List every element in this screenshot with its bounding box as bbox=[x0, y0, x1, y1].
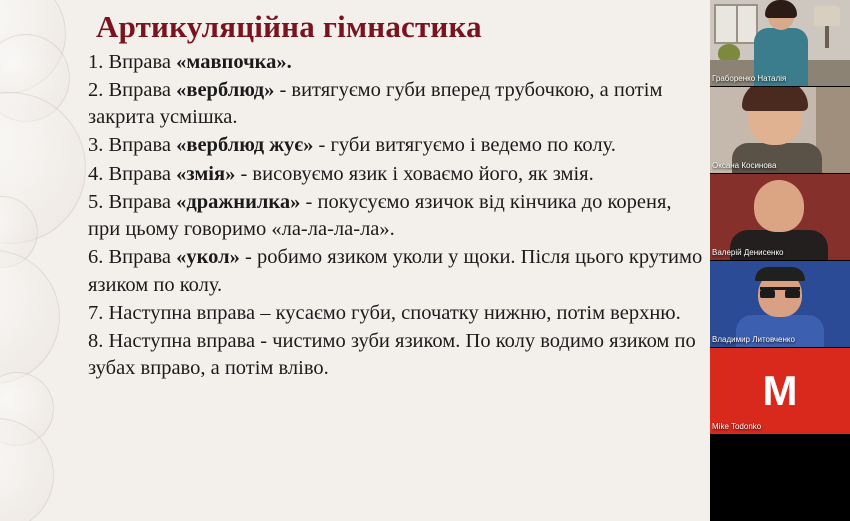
participant-hair bbox=[742, 87, 808, 111]
list-item-text-pre: Вправа bbox=[108, 78, 177, 101]
list-item bbox=[88, 244, 706, 299]
participant-tile[interactable] bbox=[710, 174, 850, 261]
list-item-number: 5. bbox=[88, 190, 104, 213]
list-item-text-post: - робимо язиком уколи у щоки. Після цього крутимо язиком по колу. bbox=[88, 246, 703, 296]
decorative-circle bbox=[0, 0, 66, 94]
participant-name: Mike Todonko bbox=[712, 422, 762, 431]
glasses-icon bbox=[760, 287, 800, 298]
list-item bbox=[88, 328, 706, 383]
decorative-circle bbox=[0, 92, 86, 244]
list-item-text-post: - покусуємо язичок від кінчика до кореня, при цьому говоримо «ла-ла-ла-ла». bbox=[88, 190, 672, 241]
list-item-text-bold: «верблюд жує» bbox=[176, 134, 314, 157]
exercise-list bbox=[88, 49, 706, 383]
list-item-number: 2. bbox=[88, 78, 104, 101]
decorative-circle bbox=[0, 196, 38, 268]
slide-content bbox=[88, 4, 706, 518]
list-item bbox=[88, 161, 706, 188]
participant-tile[interactable] bbox=[710, 261, 850, 348]
list-item bbox=[88, 189, 706, 244]
participant-tile-avatar[interactable] bbox=[710, 348, 850, 435]
list-item-text-bold: «укол» bbox=[176, 246, 240, 269]
list-item-text-bold: «мавпочка». bbox=[176, 50, 292, 73]
window-shape bbox=[714, 4, 758, 44]
list-item-text-post: - висовуємо язик і ховаємо його, як змія. bbox=[235, 162, 594, 185]
list-item-text-pre: Наступна вправа – кусаємо губи, спочатку нижню, потім верхню. bbox=[108, 301, 681, 324]
participant-name: Граборенко Наталія bbox=[712, 74, 787, 83]
list-item-number: 1. bbox=[88, 50, 104, 73]
decorative-circle bbox=[0, 34, 70, 122]
lamp-icon bbox=[814, 6, 840, 26]
participant-name: Валерій Денисенко bbox=[712, 248, 784, 257]
list-item-number: 6. bbox=[88, 246, 104, 269]
list-item-number: 8. bbox=[88, 330, 104, 353]
decorative-circle bbox=[0, 372, 54, 446]
list-item-number: 7. bbox=[88, 301, 104, 324]
list-item-number: 3. bbox=[88, 134, 104, 157]
decorative-circle bbox=[0, 250, 60, 384]
participant-hair bbox=[765, 0, 797, 18]
list-item-text-pre: Вправа bbox=[108, 162, 177, 185]
participant-name: Владимир Литовченко bbox=[712, 335, 795, 344]
list-item bbox=[88, 77, 706, 132]
list-item bbox=[88, 49, 706, 76]
participant-name: Оксана Косинова bbox=[712, 161, 777, 170]
participant-tile[interactable] bbox=[710, 0, 850, 87]
participant-tile-empty[interactable] bbox=[710, 435, 850, 521]
participant-video-strip[interactable] bbox=[710, 0, 850, 521]
decorative-circle bbox=[0, 418, 54, 521]
list-item-number: 4. bbox=[88, 162, 104, 185]
list-item-text-bold: «дражнилка» bbox=[176, 190, 301, 213]
list-item-text-pre: Вправа bbox=[108, 190, 177, 213]
list-item-text-pre: Наступна вправа - чистимо зуби язиком. По колу водимо язиком по зубах вправо, а потім вліво. bbox=[88, 330, 696, 380]
list-item-text-bold: «верблюд» bbox=[176, 78, 275, 101]
list-item bbox=[88, 132, 706, 159]
list-item-text-bold: «змія» bbox=[176, 162, 236, 185]
list-item-text-post: - губи витягуємо і ведемо по колу. bbox=[313, 134, 616, 157]
list-item-text-pre: Вправа bbox=[108, 50, 177, 73]
participant-face bbox=[754, 180, 804, 232]
list-item-text-pre: Вправа bbox=[108, 246, 177, 269]
lamp-stand-shape bbox=[825, 26, 829, 48]
slide-title: Артикуляційна гімнастика bbox=[96, 9, 482, 44]
participant-hair bbox=[755, 267, 805, 281]
list-item bbox=[88, 300, 706, 327]
list-item-text-pre: Вправа bbox=[108, 134, 177, 157]
participant-tile[interactable] bbox=[710, 87, 850, 174]
avatar: M bbox=[762, 367, 798, 414]
list-item-text-post: - витягуємо губи вперед трубочкою, а потім закрита усмішка. bbox=[88, 78, 663, 129]
